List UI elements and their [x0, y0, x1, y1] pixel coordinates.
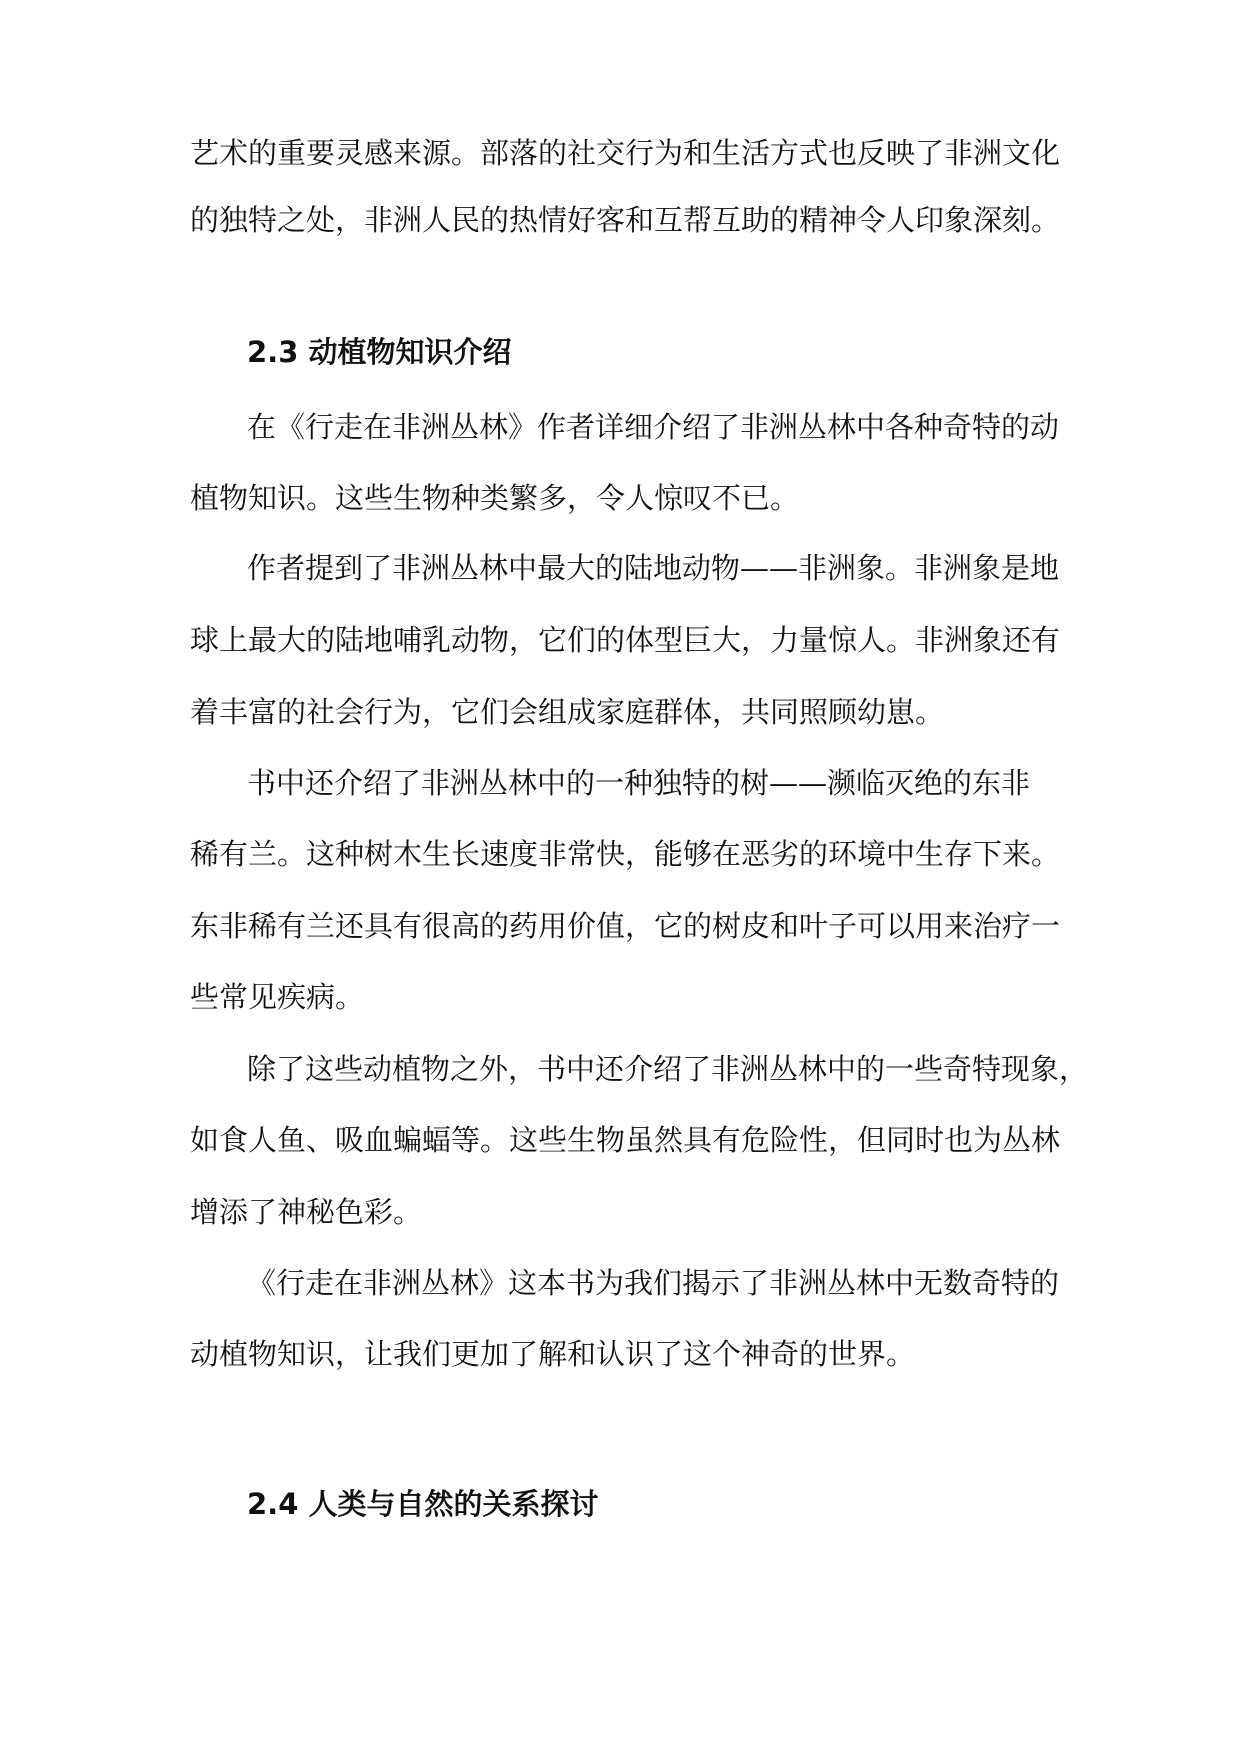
paragraph-line: 东非稀有兰还具有很高的药用价值，它的树皮和叶子可以用来治疗一 [190, 909, 1061, 943]
paragraph-line: 的独特之处，非洲人民的热情好客和互帮互助的精神令人印象深刻。 [190, 203, 1061, 237]
paragraph-line: 球上最大的陆地哺乳动物，它们的体型巨大，力量惊人。非洲象还有 [190, 623, 1061, 657]
paragraph-line: 增添了神秘色彩。 [190, 1195, 423, 1229]
paragraph-line: 在《行走在非洲丛林》作者详细介绍了非洲丛林中各种奇特的动 [247, 410, 1060, 444]
paragraph-line: 动植物知识，让我们更加了解和认识了这个神奇的世界。 [190, 1337, 916, 1371]
paragraph-line: 植物知识。这些生物种类繁多，令人惊叹不已。 [190, 481, 800, 515]
section-heading: 2.4 人类与自然的关系探讨 [247, 1487, 599, 1521]
paragraph-line: 书中还介绍了非洲丛林中的一种独特的树——濒临灭绝的东非 [247, 766, 1031, 800]
paragraph-line: 艺术的重要灵感来源。部落的社交行为和生活方式也反映了非洲文化 [190, 136, 1061, 170]
paragraph-line: 除了这些动植物之外，书中还介绍了非洲丛林中的一些奇特现象， [247, 1052, 1089, 1086]
paragraph-line: 如食人鱼、吸血蝙蝠等。这些生物虽然具有危险性，但同时也为丛林 [190, 1123, 1061, 1157]
paragraph-line: 稀有兰。这种树木生长速度非常快，能够在恶劣的环境中生存下来。 [190, 837, 1061, 871]
paragraph-line: 《行走在非洲丛林》这本书为我们揭示了非洲丛林中无数奇特的 [247, 1266, 1060, 1300]
paragraph-line: 作者提到了非洲丛林中最大的陆地动物——非洲象。非洲象是地 [247, 551, 1060, 585]
paragraph-line: 些常见疾病。 [190, 980, 365, 1014]
paragraph-line: 着丰富的社会行为，它们会组成家庭群体，共同照顾幼崽。 [190, 695, 945, 729]
section-heading: 2.3 动植物知识介绍 [247, 335, 512, 369]
